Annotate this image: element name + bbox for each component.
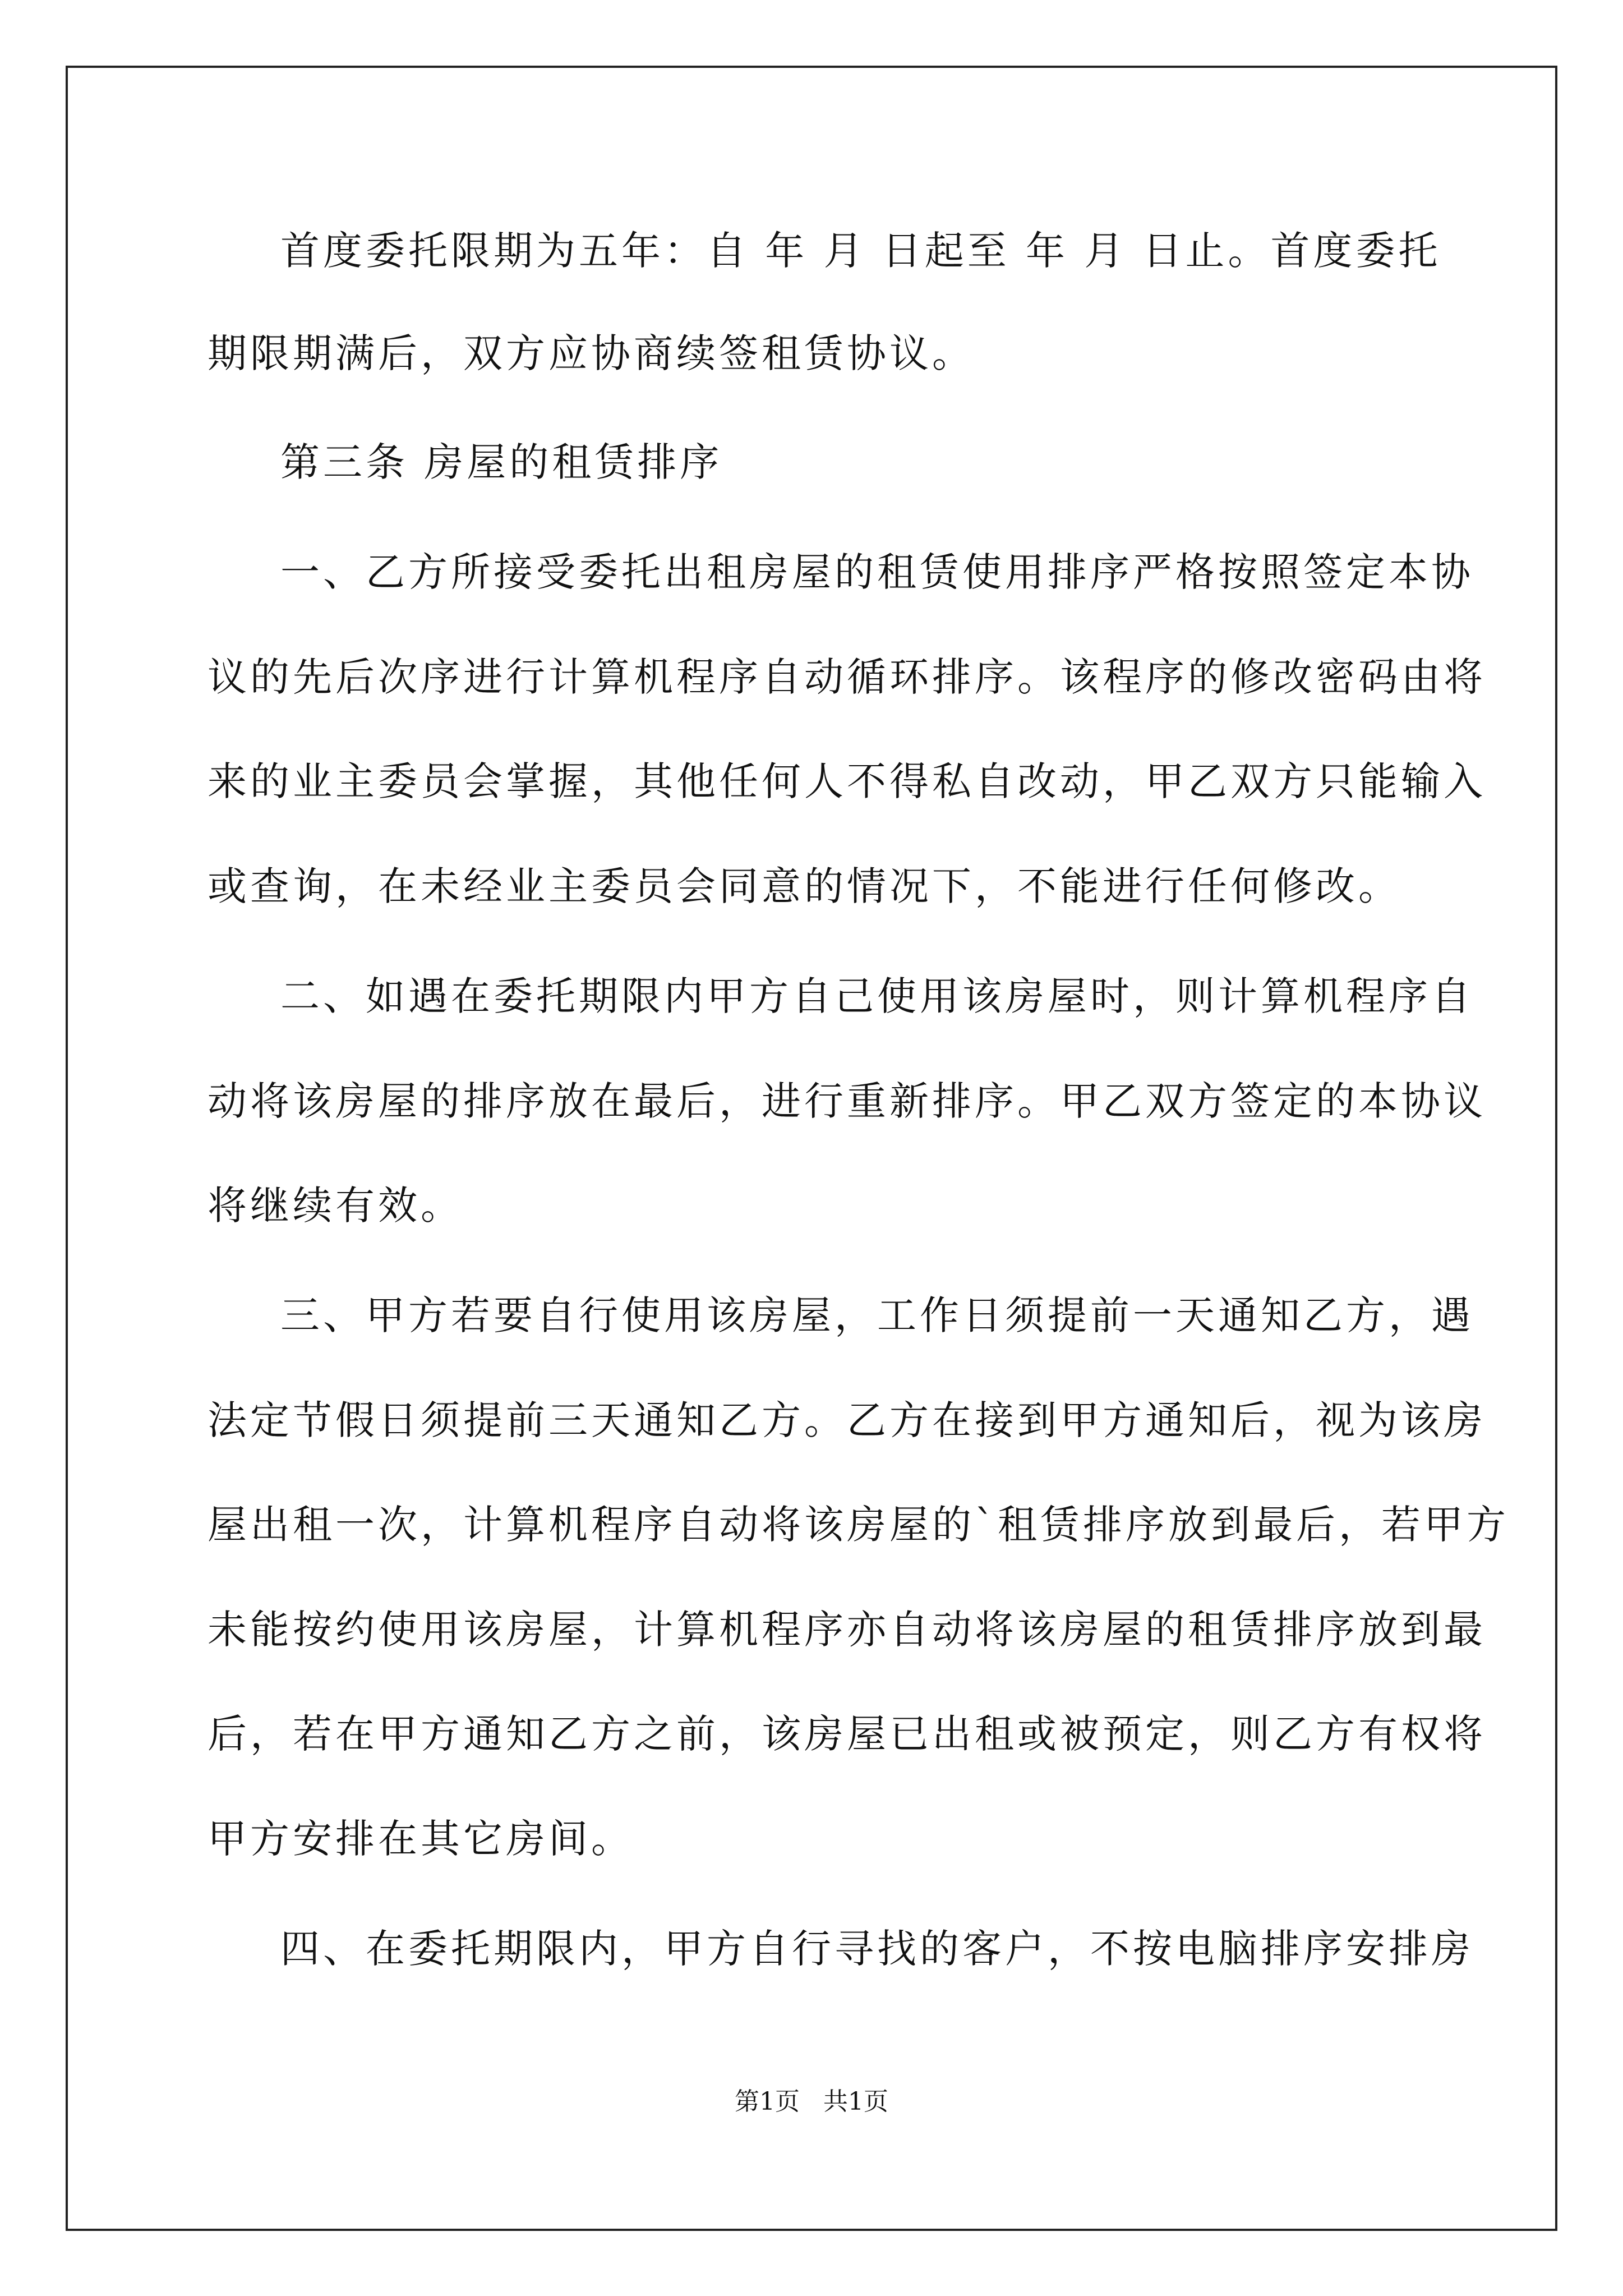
- paragraph-line: 期限期满后，双方应协商续签租赁协议。: [208, 330, 975, 376]
- paragraph-line: 动将该房屋的排序放在最后，进行重新排序。甲乙双方签定的本协议: [208, 1078, 1486, 1124]
- paragraph-line: 屋出租一次，计算机程序自动将该房屋的`租赁排序放到最后，若甲方: [208, 1502, 1509, 1548]
- paragraph-line: 一、乙方所接受委托出租房屋的租赁使用排序严格按照签定本协: [280, 549, 1474, 595]
- paragraph-line: 将继续有效。: [208, 1182, 463, 1228]
- paragraph-line: 议的先后次序进行计算机程序自动循环排序。该程序的修改密码由将: [208, 654, 1486, 700]
- paragraph-line: 四、在委托期限内，甲方自行寻找的客户，不按电脑排序安排房: [280, 1926, 1474, 1972]
- paragraph-line: 未能按约使用该房屋，计算机程序亦自动将该房屋的租赁排序放到最: [208, 1607, 1486, 1653]
- section-heading: 第三条 房屋的租赁排序: [280, 439, 723, 485]
- paragraph-line: 法定节假日须提前三天通知乙方。乙方在接到甲方通知后，视为该房: [208, 1397, 1486, 1443]
- paragraph-line: 后，若在甲方通知乙方之前，该房屋已出租或被预定，则乙方有权将: [208, 1711, 1486, 1757]
- paragraph-line: 或查询，在未经业主委员会同意的情况下，不能进行任何修改。: [208, 863, 1401, 909]
- page-number-footer: 第1页 共1页: [735, 2087, 888, 2116]
- paragraph-line: 三、甲方若要自行使用该房屋，工作日须提前一天通知乙方，遇: [280, 1292, 1474, 1338]
- paragraph-line: 首度委托限期为五年：自 年 月 日起至 年 月 日止。首度委托: [280, 228, 1441, 274]
- paragraph-line: 甲方安排在其它房间。: [208, 1816, 634, 1862]
- paragraph-line: 来的业主委员会掌握，其他任何人不得私自改动，甲乙双方只能输入: [208, 758, 1486, 804]
- page-border: [66, 66, 1557, 2231]
- paragraph-line: 二、如遇在委托期限内甲方自己使用该房屋时，则计算机程序自: [280, 973, 1474, 1019]
